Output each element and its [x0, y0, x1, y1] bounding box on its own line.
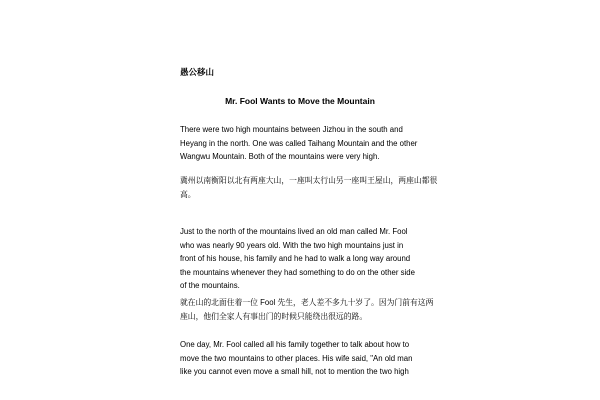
text-line: the mountains whenever they had something to do on the other side: [180, 267, 415, 277]
paragraph-chinese-1: [180, 174, 438, 201]
text-line: There were two high mountains between Jizhou in the south and: [180, 125, 403, 134]
paragraph-english-3: [180, 338, 420, 379]
text-line: 高。: [180, 189, 196, 199]
text-line: of the mountains.: [180, 281, 240, 290]
text-line: front of his house, his family and he had to walk a long way around: [180, 254, 411, 263]
text-line: like you cannot even move a small hill, not to mention the two high: [180, 367, 409, 376]
paragraph-english-2: [180, 225, 420, 293]
chinese-title: 愚公移山: [180, 67, 215, 77]
paragraph-chinese-2: [180, 296, 434, 323]
text-line: One day, Mr. Fool called all his family together to talk about how to: [180, 340, 410, 349]
text-line: Wangwu Mountain. Both of the mountains were very high.: [180, 152, 380, 161]
text-line: who was nearly 90 years old. With the two high mountains just in: [180, 240, 404, 250]
text-line: 冀州以南衡阳以北有两座大山，一座叫太行山另一座叫王屋山，两座山都很: [180, 176, 438, 185]
text-line: move the two mountains to other places. His wife said, "An old man: [180, 353, 413, 363]
paragraph-english-1: [180, 123, 420, 164]
text-line: Just to the north of the mountains lived an old man called Mr. Fool: [180, 227, 408, 236]
text-line: 座山，他们全家人有事出门的时候只能绕出很远的路。: [180, 311, 368, 321]
english-title: Mr. Fool Wants to Move the Mountain: [225, 96, 375, 106]
text-line: Heyang in the north. One was called Taihang Mountain and the other: [180, 138, 418, 148]
text-line: 就在山的北面住着一位 Fool 先生，老人差不多九十岁了。因为门前有这两: [180, 298, 434, 307]
